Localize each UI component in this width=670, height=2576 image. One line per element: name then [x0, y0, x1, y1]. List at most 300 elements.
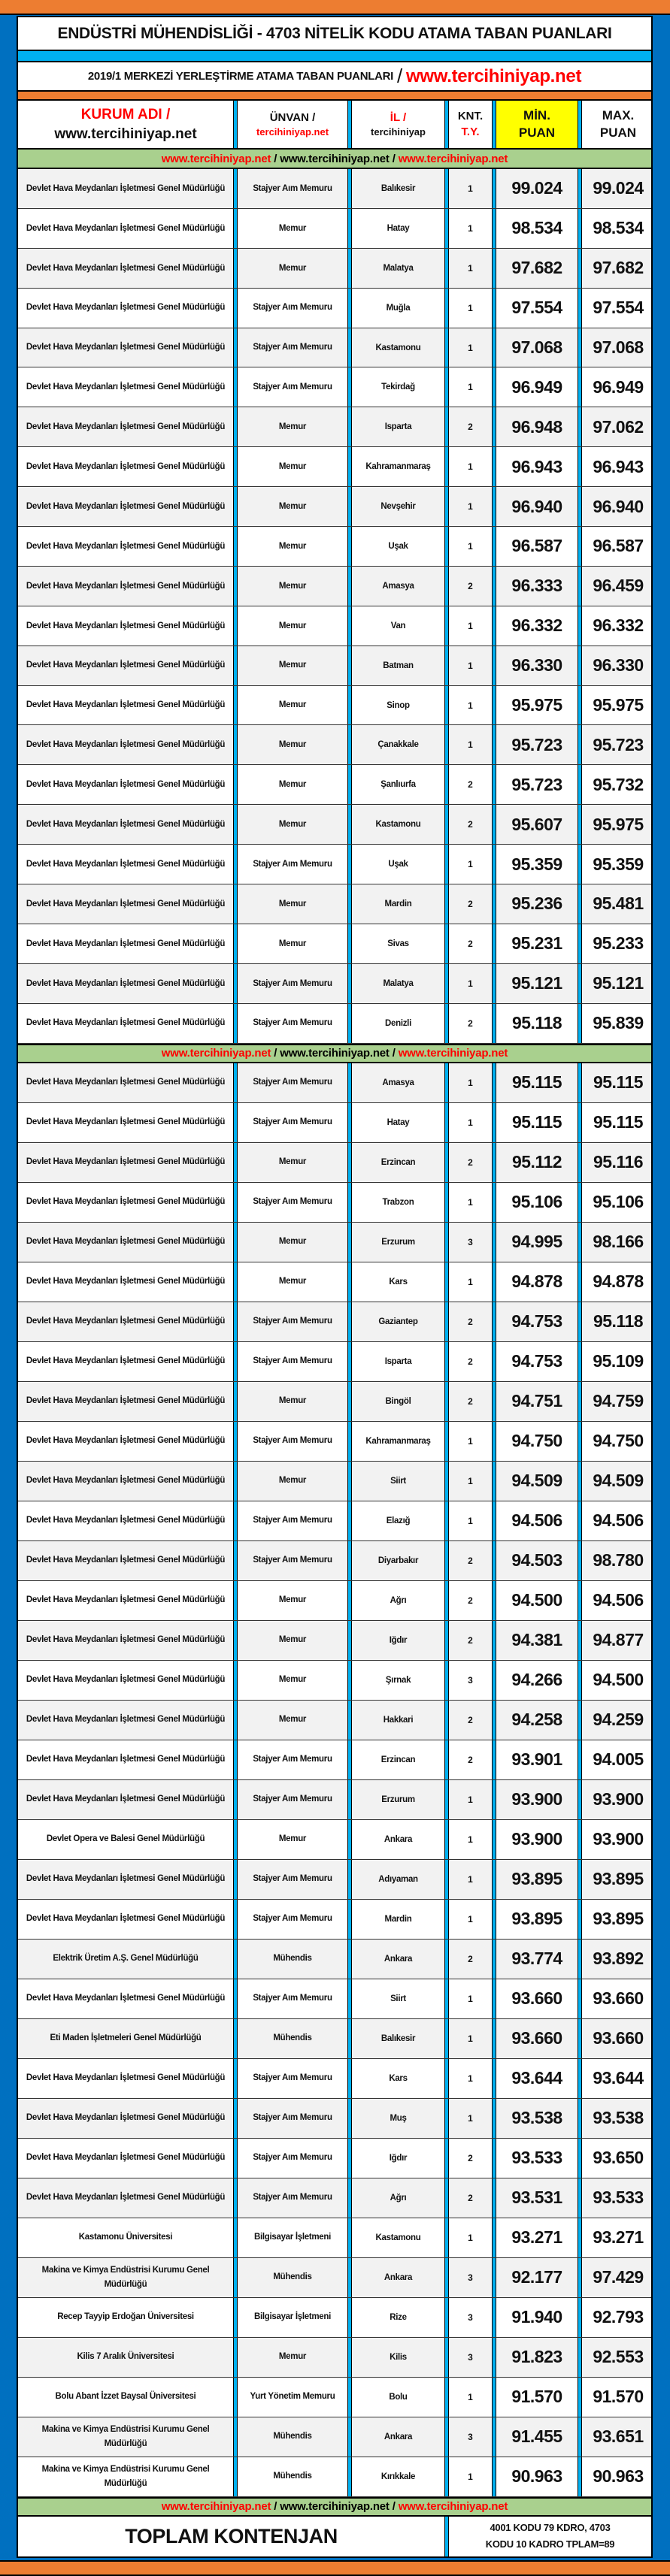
table-row: [18, 2019, 651, 2059]
banner-url-1[interactable]: www.tercihiniyap.net: [161, 1047, 271, 1060]
table-row: [18, 169, 651, 209]
table-row: [18, 2417, 651, 2457]
min-score-cell: 91.823: [511, 2347, 562, 2367]
max-score-cell: 93.660: [593, 1988, 644, 2009]
max-score-cell: 91.570: [593, 2387, 644, 2407]
institution-cell: Devlet Hava Meydanları İşletmesi Genel Müdürlüğü: [26, 1635, 226, 1645]
quota-cell: 1: [468, 1515, 473, 1526]
max-score-cell: 94.506: [593, 1510, 644, 1531]
table-body-block-2: [18, 1063, 651, 2497]
min-score-cell: 96.587: [511, 536, 562, 556]
table-row: [18, 1422, 651, 1462]
institution-cell: Devlet Opera ve Balesi Genel Müdürlüğü: [46, 1834, 205, 1844]
min-score-cell: 94.753: [511, 1311, 562, 1332]
institution-cell: Elektrik Üretim A.Ş. Genel Müdürlüğü: [53, 1954, 199, 1964]
min-score-cell: 98.534: [511, 218, 562, 238]
city-cell: Balıkesir: [380, 2033, 416, 2043]
institution-cell: Devlet Hava Meydanları İşletmesi Genel Müdürlüğü: [26, 2193, 226, 2203]
min-score-cell: 97.554: [511, 298, 562, 318]
city-cell: Siirt: [390, 1994, 406, 2003]
position-title-cell: Stajyer Aım Memuru: [253, 1356, 332, 1366]
max-score-cell: 93.533: [593, 2187, 644, 2208]
city-cell: Ankara: [384, 2432, 413, 2441]
table-row: [18, 328, 651, 368]
max-score-cell: 94.500: [593, 1670, 644, 1690]
header-city-label: İL /: [390, 110, 407, 124]
city-cell: Ankara: [384, 1954, 413, 1964]
position-title-cell: Memur: [278, 1237, 307, 1247]
max-score-cell: 93.644: [593, 2068, 644, 2088]
table-row: [18, 884, 651, 924]
banner-url-2[interactable]: www.tercihiniyap.net: [280, 1047, 390, 1060]
table-row: [18, 2218, 651, 2258]
table-row: [18, 1979, 651, 2019]
quota-cell: 2: [468, 1595, 473, 1606]
institution-cell: Devlet Hava Meydanları İşletmesi Genel Müdürlüğü: [26, 1436, 226, 1446]
subtitle-url[interactable]: www.tercihiniyap.net: [405, 65, 582, 86]
table-row: [18, 686, 651, 726]
city-cell: Iğdır: [389, 2153, 408, 2163]
city-cell: Kırıkkale: [380, 2472, 416, 2481]
institution-cell: Devlet Hava Meydanları İşletmesi Genel Müdürlüğü: [26, 1794, 226, 1804]
table-row: [18, 964, 651, 1004]
institution-cell: Devlet Hava Meydanları İşletmesi Genel Müdürlüğü: [26, 2153, 226, 2163]
banner-url-3[interactable]: www.tercihiniyap.net: [398, 1047, 508, 1060]
position-title-cell: Stajyer Aım Memuru: [253, 1516, 332, 1525]
table-row: [18, 1661, 651, 1701]
position-title-cell: Memur: [278, 820, 307, 829]
banner-separator: /: [392, 152, 396, 165]
header-title-url: tercihiniyap.net: [256, 125, 329, 138]
city-cell: Elazığ: [386, 1516, 411, 1525]
subtitle-separator: /: [397, 65, 402, 87]
position-title-cell: Memur: [278, 581, 307, 591]
city-cell: Kahramanmaraş: [365, 1436, 431, 1446]
watermark-banner-middle: [18, 1044, 651, 1063]
table-row: [18, 209, 651, 249]
institution-cell: Devlet Hava Meydanları İşletmesi Genel Müdürlüğü: [26, 2113, 226, 2123]
table-row: [18, 1262, 651, 1302]
position-title-cell: Memur: [278, 780, 307, 790]
max-score-cell: 95.115: [593, 1112, 644, 1132]
max-score-cell: 97.429: [593, 2267, 644, 2287]
top-orange-band: [0, 0, 670, 15]
quota-cell: 1: [468, 859, 473, 870]
institution-cell: Devlet Hava Meydanları İşletmesi Genel Müdürlüğü: [26, 1874, 226, 1884]
subtitle-text: 2019/1 MERKEZİ YERLEŞTİRME ATAMA TABAN PUANLARI: [87, 70, 394, 83]
max-score-cell: 96.940: [593, 496, 644, 516]
position-title-cell: Stajyer Aım Memuru: [253, 1794, 332, 1804]
min-score-cell: 93.271: [511, 2227, 562, 2248]
quota-cell: 2: [468, 1356, 473, 1367]
max-score-cell: 94.509: [593, 1471, 644, 1491]
quota-cell: 1: [468, 700, 473, 711]
position-title-cell: Memur: [278, 1396, 307, 1406]
min-score-cell: 95.723: [511, 734, 562, 754]
position-title-cell: Stajyer Aım Memuru: [253, 303, 332, 313]
banner-url-1[interactable]: www.tercihiniyap.net: [161, 2500, 271, 2514]
institution-cell: Devlet Hava Meydanları İşletmesi Genel Müdürlüğü: [26, 1197, 226, 1207]
min-score-cell: 96.940: [511, 496, 562, 516]
institution-cell: Devlet Hava Meydanları İşletmesi Genel Müdürlüğü: [26, 1356, 226, 1366]
header-max-label: MAX.: [602, 107, 635, 122]
min-score-cell: 93.774: [511, 1949, 562, 1969]
city-cell: Hakkari: [383, 1715, 414, 1725]
quota-cell: 2: [468, 779, 473, 791]
city-cell: Erzurum: [381, 1237, 415, 1247]
quota-cell: 2: [468, 938, 473, 949]
banner-url-2[interactable]: www.tercihiniyap.net: [280, 2500, 390, 2514]
min-score-cell: 95.723: [511, 774, 562, 794]
cyan-divider: [18, 51, 651, 62]
quota-cell: 3: [468, 1236, 473, 1247]
position-title-cell: Memur: [278, 461, 307, 471]
table-row: [18, 1780, 651, 1820]
quota-cell: 1: [468, 1196, 473, 1208]
min-score-cell: 95.118: [511, 1013, 562, 1033]
min-score-cell: 95.115: [511, 1072, 562, 1093]
position-title-cell: Memur: [278, 1635, 307, 1645]
table-row: [18, 725, 651, 765]
min-score-cell: 93.900: [511, 1789, 562, 1810]
header-quota-label: KNT.: [457, 110, 484, 123]
table-row: [18, 1103, 651, 1143]
max-score-cell: 99.024: [593, 178, 644, 198]
quota-cell: 1: [468, 1873, 473, 1885]
position-title-cell: Stajyer Aım Memuru: [253, 1914, 332, 1924]
quota-cell: 1: [468, 1077, 473, 1088]
min-score-cell: 97.068: [511, 337, 562, 357]
institution-cell: Devlet Hava Meydanları İşletmesi Genel Müdürlüğü: [26, 780, 226, 790]
max-score-cell: 95.116: [593, 1152, 644, 1172]
max-score-cell: 93.271: [593, 2227, 644, 2248]
table-row: [18, 1143, 651, 1183]
institution-cell: Devlet Hava Meydanları İşletmesi Genel Müdürlüğü: [26, 899, 226, 909]
quota-cell: 3: [468, 1674, 473, 1686]
institution-cell: Devlet Hava Meydanları İşletmesi Genel Müdürlüğü: [26, 1018, 226, 1028]
institution-cell: Devlet Hava Meydanları İşletmesi Genel Müdürlüğü: [26, 1237, 226, 1247]
table-header: [18, 101, 651, 150]
min-score-cell: 93.660: [511, 1988, 562, 2009]
position-title-cell: Stajyer Aım Memuru: [253, 2073, 332, 2083]
max-score-cell: 98.166: [593, 1232, 644, 1252]
quota-cell: 3: [468, 2431, 473, 2442]
quota-cell: 1: [468, 183, 473, 194]
position-title-cell: Memur: [278, 939, 307, 948]
min-score-cell: 93.533: [511, 2148, 562, 2168]
banner-separator: /: [274, 2500, 277, 2514]
position-title-cell: Stajyer Aım Memuru: [253, 2153, 332, 2163]
institution-cell: Kastamonu Üniversitesi: [78, 2233, 173, 2242]
city-cell: Erzurum: [381, 1794, 415, 1804]
city-cell: Ankara: [384, 1834, 413, 1844]
page-title: ENDÜSTRİ MÜHENDİSLİĞİ - 4703 NİTELİK KODU ATAMA TABAN PUANLARI: [18, 17, 651, 51]
city-cell: Hatay: [387, 1117, 410, 1127]
position-title-cell: Stajyer Aım Memuru: [253, 1197, 332, 1207]
city-cell: Van: [390, 621, 406, 630]
position-title-cell: Memur: [278, 621, 307, 630]
position-title-cell: Mühendis: [273, 1954, 312, 1964]
score-sheet: [17, 16, 653, 2558]
max-score-cell: 90.963: [593, 2466, 644, 2487]
city-cell: Amasya: [382, 1078, 414, 1087]
position-title-cell: Memur: [278, 1834, 307, 1844]
position-title-cell: Stajyer Aım Memuru: [253, 343, 332, 352]
quota-cell: 2: [468, 819, 473, 830]
max-score-cell: 95.106: [593, 1192, 644, 1212]
city-cell: Isparta: [384, 1356, 412, 1366]
table-row: [18, 1063, 651, 1103]
max-score-cell: 95.839: [593, 1013, 644, 1033]
max-score-cell: 93.538: [593, 2108, 644, 2128]
min-score-cell: 94.500: [511, 1590, 562, 1610]
max-score-cell: 97.554: [593, 298, 644, 318]
position-title-cell: Memur: [278, 661, 307, 670]
max-score-cell: 94.259: [593, 1710, 644, 1730]
max-score-cell: 94.506: [593, 1590, 644, 1610]
quota-cell: 2: [468, 1634, 473, 1646]
position-title-cell: Memur: [278, 1595, 307, 1605]
table-row: [18, 2298, 651, 2338]
quota-cell: 2: [468, 1953, 473, 1964]
total-note-line-1: 4001 KODU 79 KDRO, 4703: [490, 2522, 611, 2533]
quota-cell: 2: [468, 1714, 473, 1725]
city-cell: Kastamonu: [375, 820, 421, 830]
table-row: [18, 1581, 651, 1621]
header-max-sub: PUAN: [599, 125, 637, 140]
position-title-cell: Mühendis: [273, 2033, 312, 2043]
table-row: [18, 567, 651, 606]
banner-url-2[interactable]: www.tercihiniyap.net: [280, 152, 390, 165]
institution-cell: Devlet Hava Meydanları İşletmesi Genel Müdürlüğü: [26, 700, 226, 710]
max-score-cell: 97.068: [593, 337, 644, 357]
institution-cell: Devlet Hava Meydanları İşletmesi Genel Müdürlüğü: [26, 859, 226, 869]
city-cell: Denizli: [385, 1018, 411, 1028]
max-score-cell: 95.359: [593, 854, 644, 874]
quota-cell: 2: [468, 422, 473, 433]
city-cell: Rize: [390, 2312, 407, 2322]
position-title-cell: Memur: [278, 541, 307, 551]
position-title-cell: Memur: [278, 700, 307, 710]
min-score-cell: 96.333: [511, 576, 562, 596]
position-title-cell: Stajyer Aım Memuru: [253, 2193, 332, 2203]
max-score-cell: 96.943: [593, 456, 644, 476]
total-note-line-2: KODU 10 KADRO TPLAM=89: [485, 2538, 615, 2550]
position-title-cell: Memur: [278, 1715, 307, 1725]
institution-cell: Devlet Hava Meydanları İşletmesi Genel Müdürlüğü: [26, 820, 226, 829]
banner-url-1[interactable]: www.tercihiniyap.net: [161, 152, 271, 165]
table-row: [18, 1382, 651, 1422]
table-row: [18, 805, 651, 845]
institution-cell: Devlet Hava Meydanları İşletmesi Genel Müdürlüğü: [26, 303, 226, 313]
institution-cell: Makina ve Kimya Endüstrisi Kurumu Genel Müdürlüğü: [41, 2465, 210, 2488]
table-row: [18, 2099, 651, 2139]
table-row: [18, 2378, 651, 2417]
header-title: [238, 101, 347, 148]
max-score-cell: 93.650: [593, 2148, 644, 2168]
quota-cell: 2: [468, 1316, 473, 1327]
max-score-cell: 95.723: [593, 734, 644, 754]
max-score-cell: 96.949: [593, 376, 644, 397]
max-score-cell: 94.005: [593, 1749, 644, 1770]
min-score-cell: 93.644: [511, 2068, 562, 2088]
quota-cell: 1: [468, 302, 473, 313]
min-score-cell: 90.963: [511, 2466, 562, 2487]
position-title-cell: Mühendis: [273, 2472, 312, 2481]
quota-cell: 1: [468, 1993, 473, 2004]
institution-cell: Devlet Hava Meydanları İşletmesi Genel Müdürlüğü: [26, 422, 226, 432]
institution-cell: Bolu Abant İzzet Baysal Üniversitesi: [55, 2392, 196, 2402]
max-score-cell: 95.121: [593, 973, 644, 993]
min-score-cell: 93.901: [511, 1749, 562, 1770]
banner-separator: /: [274, 152, 277, 165]
banner-url-3[interactable]: www.tercihiniyap.net: [398, 2500, 508, 2514]
city-cell: Kars: [389, 2073, 408, 2083]
city-cell: Erzincan: [380, 1755, 416, 1764]
min-score-cell: 94.753: [511, 1351, 562, 1371]
city-cell: Kastamonu: [375, 343, 421, 352]
min-score-cell: 95.121: [511, 973, 562, 993]
city-cell: Şırnak: [385, 1675, 411, 1685]
header-quota: [449, 101, 492, 148]
city-cell: Bingöl: [385, 1396, 411, 1406]
city-cell: Balıkesir: [380, 183, 416, 193]
min-score-cell: 96.943: [511, 456, 562, 476]
institution-cell: Devlet Hava Meydanları İşletmesi Genel Müdürlüğü: [26, 939, 226, 948]
institution-cell: Devlet Hava Meydanları İşletmesi Genel Müdürlüğü: [26, 382, 226, 392]
position-title-cell: Stajyer Aım Memuru: [253, 1317, 332, 1326]
header-city-url: tercihiniyap: [371, 125, 426, 138]
max-score-cell: 94.759: [593, 1391, 644, 1411]
position-title-cell: Stajyer Aım Memuru: [253, 2113, 332, 2123]
banner-separator: /: [392, 1047, 396, 1060]
table-row: [18, 1940, 651, 1979]
quota-cell: 1: [468, 501, 473, 512]
table-row: [18, 2457, 651, 2497]
quota-cell: 2: [468, 1156, 473, 1168]
quota-cell: 1: [468, 1117, 473, 1128]
city-cell: Malatya: [383, 263, 414, 273]
institution-cell: Makina ve Kimya Endüstrisi Kurumu Genel Müdürlüğü: [41, 2425, 210, 2448]
quota-cell: 1: [468, 461, 473, 473]
max-score-cell: 94.877: [593, 1630, 644, 1650]
min-score-cell: 94.751: [511, 1391, 562, 1411]
city-cell: Siirt: [390, 1476, 406, 1486]
quota-cell: 1: [468, 739, 473, 751]
quota-cell: 1: [468, 1794, 473, 1805]
total-quota-label: TOPLAM KONTENJAN: [125, 2524, 338, 2547]
quota-cell: 2: [468, 898, 473, 909]
institution-cell: Devlet Hava Meydanları İşletmesi Genel Müdürlüğü: [26, 1755, 226, 1764]
city-cell: Nevşehir: [380, 502, 416, 512]
max-score-cell: 95.118: [593, 1311, 644, 1332]
max-score-cell: 95.732: [593, 774, 644, 794]
city-cell: Muş: [390, 2113, 407, 2123]
position-title-cell: Bilgisayar İşletmeni: [253, 2312, 332, 2322]
institution-cell: Devlet Hava Meydanları İşletmesi Genel Müdürlüğü: [26, 183, 226, 193]
min-score-cell: 93.660: [511, 2028, 562, 2048]
quota-cell: 2: [468, 2152, 473, 2163]
table-row: [18, 487, 651, 527]
institution-cell: Devlet Hava Meydanları İşletmesi Genel Müdürlüğü: [26, 1994, 226, 2003]
max-score-cell: 96.330: [593, 655, 644, 676]
city-cell: Çanakkale: [377, 740, 419, 750]
table-body-block-1: [18, 169, 651, 1044]
table-footer: [18, 2517, 651, 2556]
header-title-label: ÜNVAN /: [269, 110, 316, 124]
max-score-cell: 94.878: [593, 1271, 644, 1292]
institution-cell: Devlet Hava Meydanları İşletmesi Genel Müdürlüğü: [26, 1914, 226, 1924]
table-row: [18, 1701, 651, 1740]
institution-cell: Devlet Hava Meydanları İşletmesi Genel Müdürlüğü: [26, 661, 226, 670]
header-min-score: [496, 101, 578, 148]
institution-cell: Devlet Hava Meydanları İşletmesi Genel Müdürlüğü: [26, 1476, 226, 1486]
max-score-cell: 96.459: [593, 576, 644, 596]
banner-url-3[interactable]: www.tercihiniyap.net: [398, 152, 508, 165]
header-min-label: MİN.: [523, 107, 550, 122]
quota-cell: 2: [468, 1395, 473, 1407]
position-title-cell: Stajyer Aım Memuru: [253, 1436, 332, 1446]
min-score-cell: 93.538: [511, 2108, 562, 2128]
position-title-cell: Yurt Yönetim Memuru: [250, 2392, 335, 2402]
table-row: [18, 367, 651, 407]
table-row: [18, 289, 651, 328]
table-row: [18, 407, 651, 447]
position-title-cell: Stajyer Aım Memuru: [253, 859, 332, 869]
table-row: [18, 2139, 651, 2178]
total-quota-note: [449, 2517, 651, 2556]
city-cell: Kahramanmaraş: [365, 462, 431, 472]
quota-cell: 2: [468, 1754, 473, 1765]
table-row: [18, 2059, 651, 2099]
quota-cell: 1: [468, 1913, 473, 1924]
city-cell: Diyarbakır: [377, 1556, 419, 1565]
table-row: [18, 1621, 651, 1661]
position-title-cell: Memur: [278, 1675, 307, 1685]
table-row: [18, 1501, 651, 1541]
min-score-cell: 96.948: [511, 416, 562, 437]
city-cell: Adıyaman: [378, 1874, 418, 1884]
min-score-cell: 99.024: [511, 178, 562, 198]
min-score-cell: 95.359: [511, 854, 562, 874]
quota-cell: 1: [468, 540, 473, 552]
position-title-cell: Memur: [278, 1476, 307, 1486]
position-title-cell: Memur: [278, 740, 307, 750]
orange-divider: [18, 92, 651, 101]
header-max-score: [582, 101, 654, 148]
table-row: [18, 1302, 651, 1342]
min-score-cell: 93.895: [511, 1869, 562, 1889]
max-score-cell: 93.651: [593, 2426, 644, 2447]
city-cell: Kars: [389, 1277, 408, 1286]
min-score-cell: 91.455: [511, 2426, 562, 2447]
table-row: [18, 1004, 651, 1044]
quota-cell: 1: [468, 2112, 473, 2124]
min-score-cell: 94.509: [511, 1471, 562, 1491]
max-score-cell: 95.975: [593, 695, 644, 715]
position-title-cell: Memur: [278, 1157, 307, 1167]
position-title-cell: Memur: [278, 263, 307, 273]
city-cell: Isparta: [384, 422, 412, 432]
min-score-cell: 97.682: [511, 258, 562, 278]
min-score-cell: 94.381: [511, 1630, 562, 1650]
quota-cell: 1: [468, 1475, 473, 1486]
min-score-cell: 92.177: [511, 2267, 562, 2287]
quota-cell: 1: [468, 1435, 473, 1447]
position-title-cell: Bilgisayar İşletmeni: [253, 2233, 332, 2242]
institution-cell: Devlet Hava Meydanları İşletmesi Genel Müdürlüğü: [26, 1715, 226, 1725]
position-title-cell: Stajyer Aım Memuru: [253, 382, 332, 392]
